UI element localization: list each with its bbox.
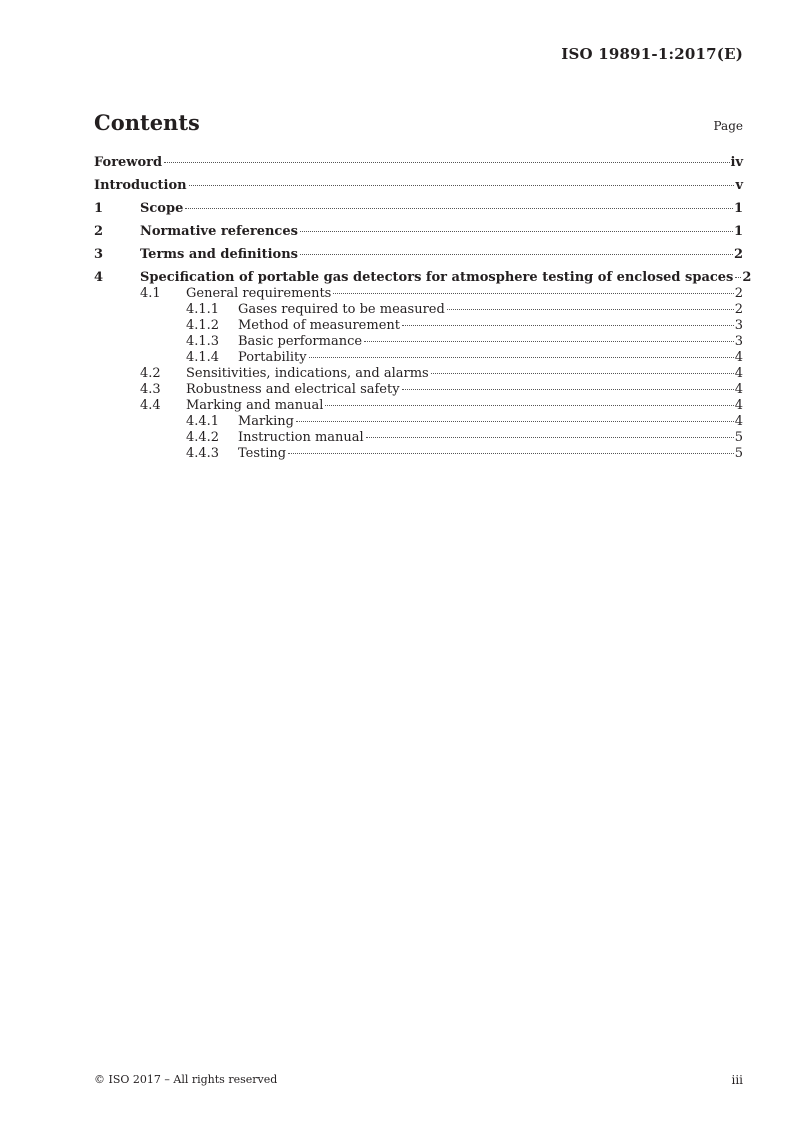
toc-entry[interactable] — [94, 334, 743, 350]
toc-entry-title: Basic performance — [238, 334, 363, 349]
toc-entry[interactable] — [94, 302, 743, 318]
page-number: iii — [731, 1073, 743, 1087]
toc-entry[interactable] — [94, 366, 743, 382]
toc-entry-number: 4.1.1 — [186, 302, 220, 317]
toc-leader-dots — [402, 389, 734, 390]
document-reference: ISO 19891-1:2017(E) — [561, 45, 743, 63]
toc-entry[interactable] — [94, 398, 743, 414]
toc-entry-page: 4 — [734, 414, 743, 429]
toc-entry-title: Scope — [140, 201, 184, 216]
toc-entry-number: 4.1.3 — [186, 334, 220, 349]
toc-leader-dots — [309, 357, 734, 358]
toc-leader-dots — [300, 254, 733, 255]
toc-entry-page: 2 — [733, 247, 743, 262]
page-title: Contents — [94, 110, 200, 135]
toc-entry-number: 4 — [94, 270, 104, 285]
toc-entry-number: 4.4.2 — [186, 430, 220, 445]
toc-entry[interactable] — [94, 414, 743, 430]
toc-leader-dots — [366, 437, 734, 438]
toc-leader-dots — [364, 341, 734, 342]
toc-entry-number: 2 — [94, 224, 104, 239]
toc-entry-page: iv — [730, 155, 743, 170]
toc-entry-page: 2 — [734, 286, 743, 301]
toc-entry-title: Method of measurement — [238, 318, 400, 333]
toc-leader-dots — [333, 293, 733, 294]
table-of-contents — [94, 155, 752, 462]
toc-entry-title: Marking and manual — [186, 398, 324, 413]
toc-entry-number: 1 — [94, 201, 104, 216]
toc-entry-page: 5 — [734, 430, 743, 445]
toc-leader-dots — [185, 208, 733, 209]
toc-entry[interactable] — [94, 286, 743, 302]
toc-entry-page: 4 — [734, 366, 743, 381]
toc-entry-page: 3 — [734, 318, 743, 333]
toc-entry-page: 4 — [734, 350, 743, 365]
toc-entry-page: v — [735, 178, 743, 193]
toc-entry[interactable] — [94, 178, 743, 194]
toc-entry[interactable] — [94, 446, 743, 462]
toc-entry-title: Normative references — [140, 224, 298, 239]
toc-leader-dots — [735, 277, 741, 278]
toc-leader-dots — [402, 325, 734, 326]
toc-entry[interactable] — [94, 350, 743, 366]
toc-entry-title: Gases required to be measured — [238, 302, 445, 317]
toc-leader-dots — [288, 453, 734, 454]
toc-entry-page: 5 — [734, 446, 743, 461]
toc-entry-title: Introduction — [94, 178, 187, 193]
toc-entry-title: Sensitivities, indications, and alarms — [186, 366, 429, 381]
toc-entry[interactable] — [94, 201, 743, 217]
toc-entry-title: Specification of portable gas detectors for atmosphere testing of enclosed spaces — [140, 270, 734, 285]
toc-entry-title: Terms and definitions — [140, 247, 298, 262]
toc-entry-page: 1 — [733, 224, 743, 239]
toc-leader-dots — [189, 185, 735, 186]
toc-leader-dots — [447, 309, 734, 310]
toc-leader-dots — [431, 373, 734, 374]
page-column-label: Page — [713, 119, 743, 133]
toc-entry-number: 4.1.2 — [186, 318, 220, 333]
toc-entry-page: 1 — [733, 201, 743, 216]
toc-entry[interactable] — [94, 318, 743, 334]
toc-entry[interactable] — [94, 224, 743, 240]
toc-entry-title: Portability — [238, 350, 307, 365]
toc-entry-number: 4.1 — [140, 286, 161, 301]
toc-entry-page: 3 — [734, 334, 743, 349]
toc-leader-dots — [325, 405, 733, 406]
toc-entry[interactable] — [94, 270, 752, 286]
toc-entry-title: Instruction manual — [238, 430, 364, 445]
toc-entry-page: 4 — [734, 382, 743, 397]
toc-entry-number: 4.4.1 — [186, 414, 220, 429]
toc-entry-title: Marking — [238, 414, 295, 429]
toc-entry-number: 4.1.4 — [186, 350, 220, 365]
toc-entry-title: General requirements — [186, 286, 332, 301]
toc-entry[interactable] — [94, 247, 743, 263]
toc-entry-title: Robustness and electrical safety — [186, 382, 400, 397]
toc-entry[interactable] — [94, 430, 743, 446]
copyright-notice: © ISO 2017 – All rights reserved — [94, 1073, 278, 1086]
toc-entry-number: 4.4.3 — [186, 446, 220, 461]
toc-leader-dots — [296, 421, 734, 422]
toc-entry-number: 3 — [94, 247, 104, 262]
toc-entry-number: 4.2 — [140, 366, 161, 381]
toc-entry[interactable] — [94, 382, 743, 398]
toc-entry-number: 4.4 — [140, 398, 161, 413]
toc-leader-dots — [164, 162, 729, 163]
toc-entry-title: Testing — [238, 446, 287, 461]
toc-entry-title: Foreword — [94, 155, 163, 170]
toc-entry[interactable] — [94, 155, 743, 171]
toc-leader-dots — [300, 231, 733, 232]
toc-entry-number: 4.3 — [140, 382, 161, 397]
toc-entry-page: 2 — [742, 270, 752, 285]
toc-entry-page: 2 — [734, 302, 743, 317]
toc-entry-page: 4 — [734, 398, 743, 413]
